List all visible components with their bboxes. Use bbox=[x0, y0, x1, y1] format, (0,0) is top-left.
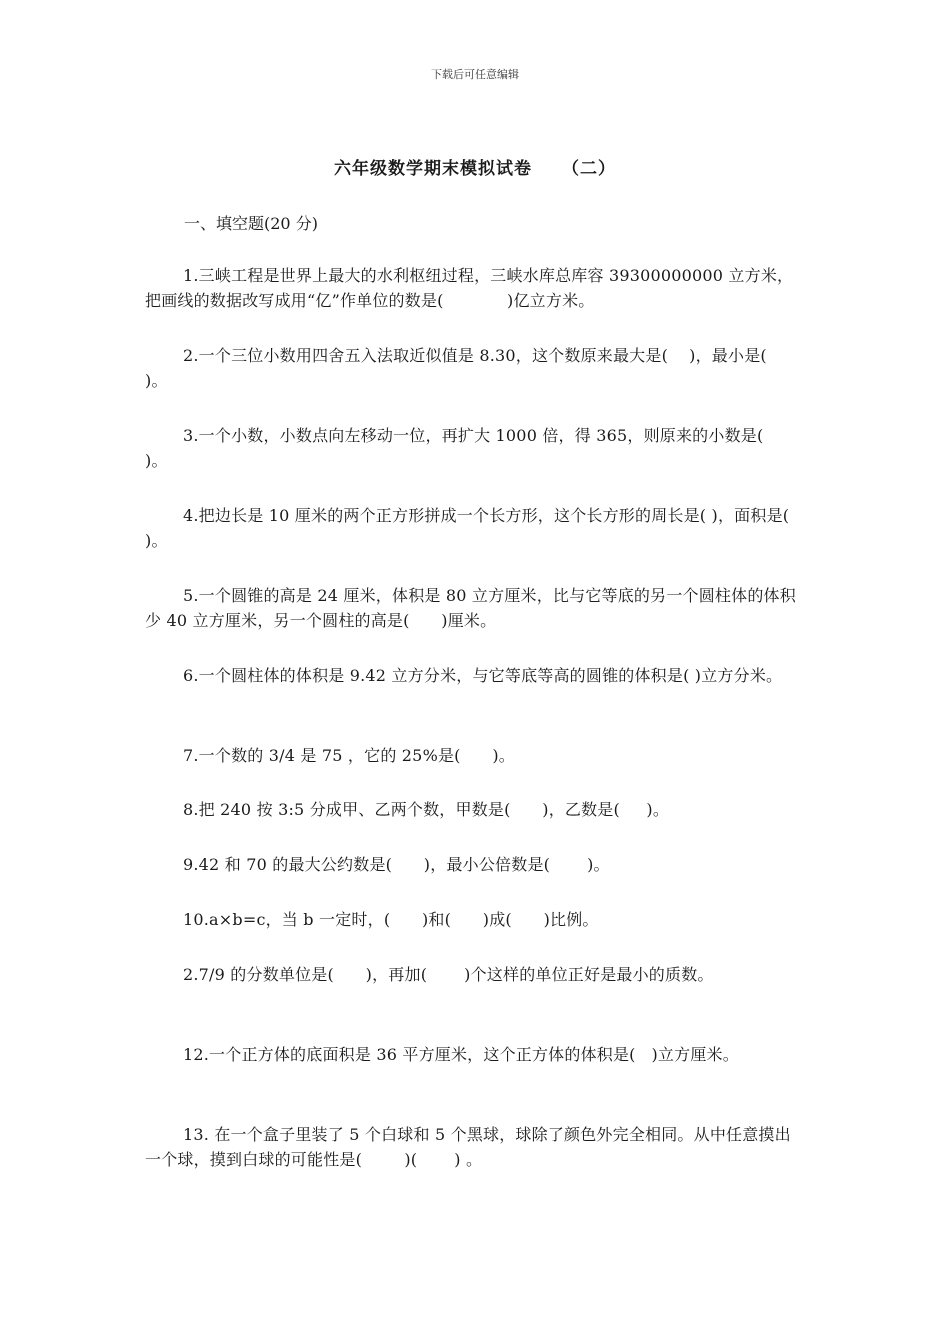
question-2: 2.一个三位小数用四舍五入法取近似值是 8.30，这个数原来最大是( )，最小是( )。 bbox=[145, 346, 794, 390]
question-12: 12.一个正方体的底面积是 36 平方厘米，这个正方体的体积是( )立方厘米。 bbox=[183, 1045, 739, 1064]
question-6: 6.一个圆柱体的体积是 9.42 立方分米，与它等底等高的圆锥的体积是( )立方分米。 bbox=[183, 666, 783, 685]
question-9: 9.42 和 70 的最大公约数是( )，最小公倍数是( )。 bbox=[183, 855, 610, 874]
question-10: 10.a×b=c，当 b 一定时，( )和( )成( )比例。 bbox=[183, 910, 599, 929]
title-main: 六年级数学期末模拟试卷 bbox=[334, 159, 532, 179]
question-5: 5.一个圆锥的高是 24 厘米，体积是 80 立方厘米，比与它等底的另一个圆柱体的体积少 40 立方厘米，另一个圆柱的高是( )厘米。 bbox=[145, 586, 796, 630]
header-note: 下载后可任意编辑 bbox=[431, 68, 519, 81]
question-7: 7.一个数的 3/4 是 75 ，它的 25%是( )。 bbox=[183, 746, 515, 765]
section-heading: 一、填空题(20 分) bbox=[184, 214, 318, 233]
question-8: 8.把 240 按 3:5 分成甲、乙两个数，甲数是( )，乙数是( )。 bbox=[183, 800, 670, 819]
title-suffix: （二） bbox=[562, 159, 616, 179]
question-13: 13. 在一个盒子里装了 5 个白球和 5 个黑球，球除了颜色外完全相同。从中任意摸出一个球，摸到白球的可能性是( )( ) 。 bbox=[145, 1125, 791, 1169]
question-11: 2.7/9 的分数单位是( )，再加( )个这样的单位正好是最小的质数。 bbox=[183, 965, 714, 984]
question-4: 4.把边长是 10 厘米的两个正方形拼成一个长方形，这个长方形的周长是( )，面积是( )。 bbox=[145, 506, 821, 550]
question-1: 1.三峡工程是世界上最大的水利枢纽过程，三峡水库总库容 39300000000 立方米，把画线的数据改写成用“亿”作单位的数是( )亿立方米。 bbox=[145, 266, 794, 310]
page-title bbox=[0, 154, 950, 179]
question-3: 3.一个小数，小数点向左移动一位，再扩大 1000 倍，得 365，则原来的小数是( )。 bbox=[145, 426, 796, 470]
